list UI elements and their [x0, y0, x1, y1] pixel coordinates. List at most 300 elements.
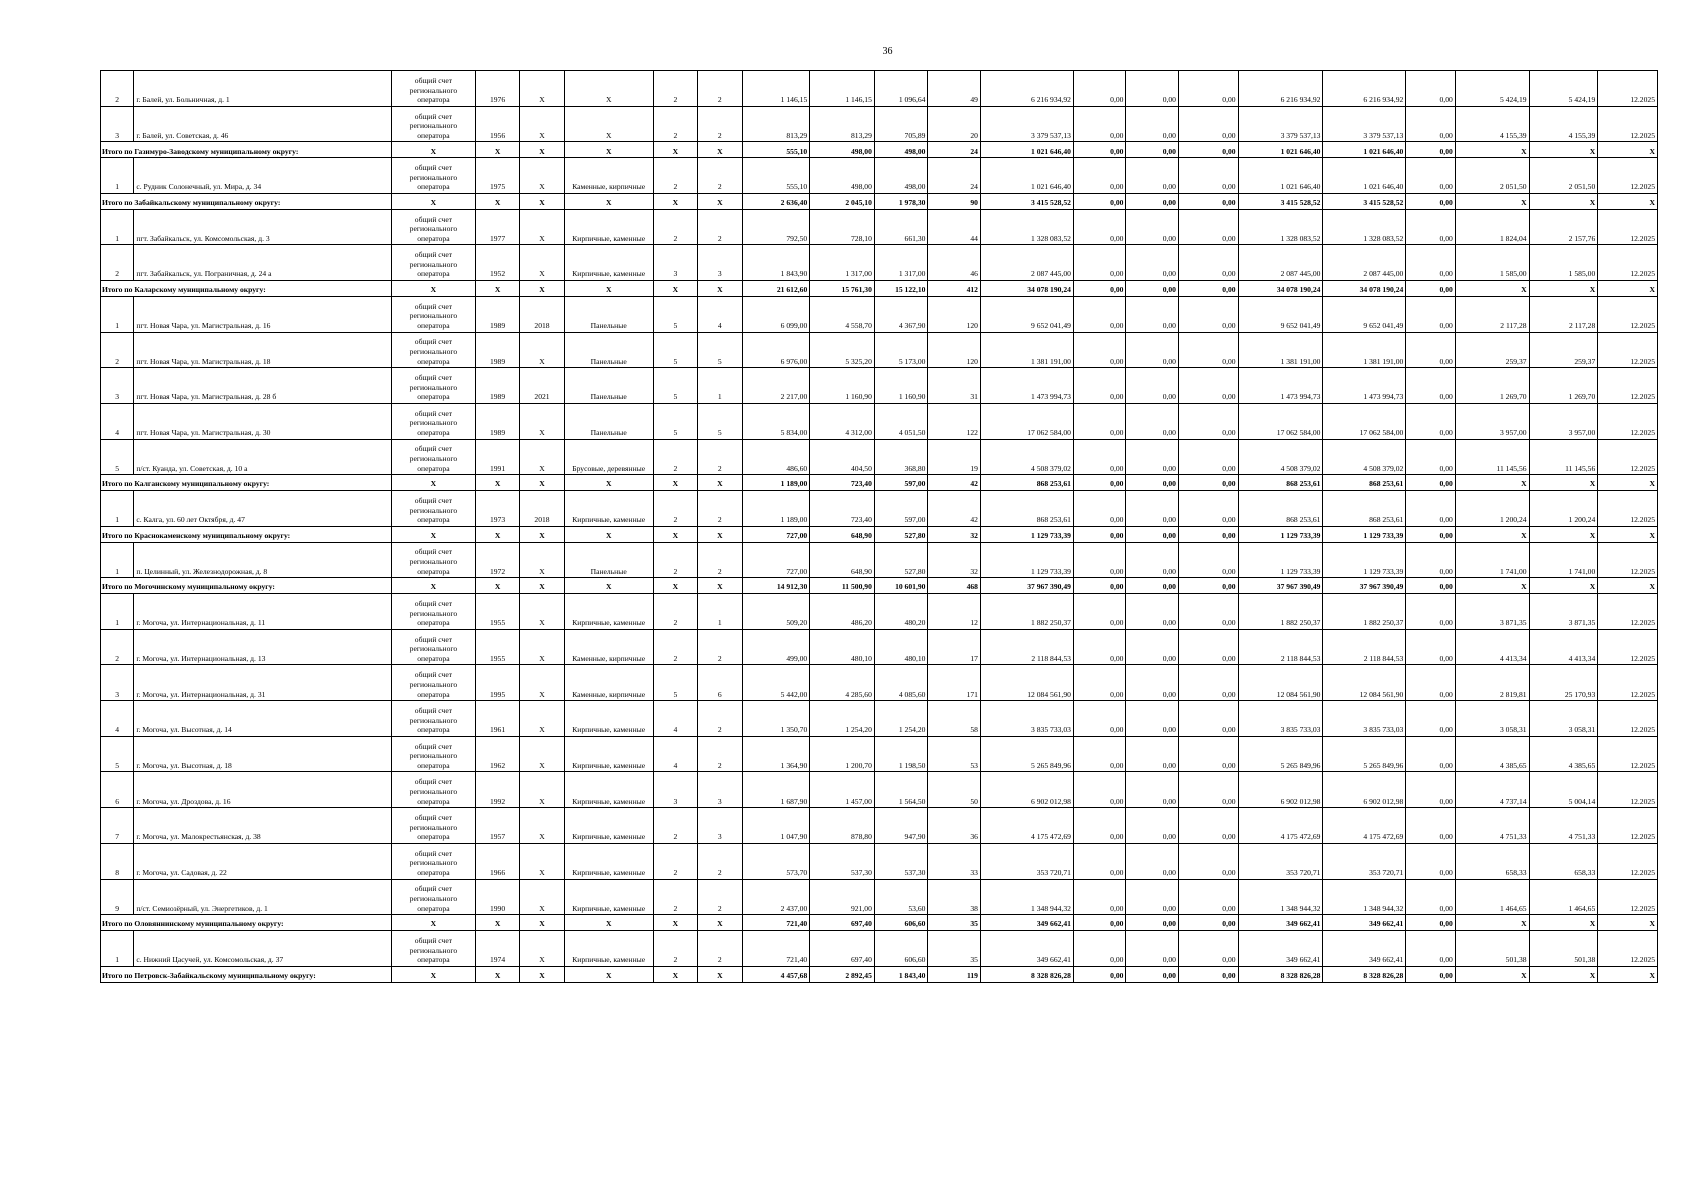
cell-number: 2 [101, 332, 134, 368]
cell-fed: 0,00 [1073, 701, 1126, 737]
cell-year: 1974 [475, 931, 519, 967]
cell-reg: 0,00 [1126, 526, 1179, 542]
cell-material: Кирпичные, каменные [564, 736, 653, 772]
cell-year: 1977 [475, 209, 519, 245]
cell-entr: 3 [698, 808, 742, 844]
cell-mun: 0,00 [1178, 245, 1238, 281]
table-row [101, 701, 1658, 737]
subtotal-row [101, 526, 1658, 542]
cell-max-cost: 2 157,76 [1529, 209, 1598, 245]
cell-year2: X [520, 193, 564, 209]
cell-max-cost: 2 051,50 [1529, 158, 1598, 194]
cell-cost-total: 1 381 191,00 [980, 332, 1073, 368]
table-row [101, 665, 1658, 701]
cell-fed: 0,00 [1073, 915, 1126, 931]
cell-max-cost: 658,33 [1529, 843, 1598, 879]
subtotal-row [101, 193, 1658, 209]
cell-material: X [564, 71, 653, 107]
cell-cost-total: 3 835 733,03 [980, 701, 1073, 737]
cell-area-res: 498,00 [874, 142, 928, 158]
cell-reg: 0,00 [1126, 142, 1179, 158]
cell-reg: 0,00 [1126, 106, 1179, 142]
cell-owners2: 1 328 083,52 [1323, 209, 1406, 245]
cell-owners: 1 021 646,40 [1238, 158, 1323, 194]
cell-area-living: 697,40 [810, 915, 875, 931]
cell-area-res: 597,00 [874, 491, 928, 527]
cell-year2: X [520, 281, 564, 297]
cell-area-total: 2 217,00 [742, 368, 810, 404]
cell-entr: X [698, 966, 742, 982]
cell-address: с. Калга, ул. 60 лет Октября, д. 47 [134, 491, 392, 527]
cell-year2: X [520, 106, 564, 142]
cell-deadline: 12.2025 [1598, 594, 1658, 630]
cell-cost-total: 3 415 528,52 [980, 193, 1073, 209]
cell-entr: 2 [698, 71, 742, 107]
cell-max-cost: 25 170,93 [1529, 665, 1598, 701]
cell-reg: 0,00 [1126, 209, 1179, 245]
subtotal-row [101, 578, 1658, 594]
cell-max-cost: 1 741,00 [1529, 542, 1598, 578]
cell-unit-cost: 1 824,04 [1455, 209, 1529, 245]
cell-year: 1952 [475, 245, 519, 281]
cell-floors: X [653, 193, 697, 209]
cell-material: X [564, 526, 653, 542]
cell-fund: общий счет регионального оператора [391, 209, 475, 245]
cell-owners: 9 652 041,49 [1238, 296, 1323, 332]
cell-other: 0,00 [1406, 629, 1456, 665]
cell-unit-cost: 4 751,33 [1455, 808, 1529, 844]
cell-area-total: 2 437,00 [742, 879, 810, 915]
cell-entr: 2 [698, 158, 742, 194]
cell-number: 1 [101, 594, 134, 630]
subtotal-label: Итого по Оловяннинскому муниципальному округу: [101, 915, 392, 931]
cell-max-cost: X [1529, 475, 1598, 491]
cell-area-living: 728,10 [810, 209, 875, 245]
cell-fed: 0,00 [1073, 439, 1126, 475]
cell-other: 0,00 [1406, 931, 1456, 967]
cell-owners2: 4 508 379,02 [1323, 439, 1406, 475]
cell-max-cost: 4 751,33 [1529, 808, 1598, 844]
cell-area-living: 1 457,00 [810, 772, 875, 808]
cell-fed: 0,00 [1073, 966, 1126, 982]
cell-owners: 1 473 994,73 [1238, 368, 1323, 404]
cell-area-res: 480,20 [874, 594, 928, 630]
cell-floors: X [653, 578, 697, 594]
cell-address: г. Могоча, ул. Интернациональная, д. 11 [134, 594, 392, 630]
cell-area-living: 5 325,20 [810, 332, 875, 368]
cell-reg: 0,00 [1126, 843, 1179, 879]
cell-fed: 0,00 [1073, 665, 1126, 701]
cell-owners2: 12 084 561,90 [1323, 665, 1406, 701]
cell-max-cost: 5 424,19 [1529, 71, 1598, 107]
cell-year2: X [520, 629, 564, 665]
cell-other: 0,00 [1406, 915, 1456, 931]
cell-address: пгт. Новая Чара, ул. Магистральная, д. 18 [134, 332, 392, 368]
cell-owners2: 8 328 826,28 [1323, 966, 1406, 982]
cell-other: 0,00 [1406, 158, 1456, 194]
cell-fund: общий счет регионального оператора [391, 542, 475, 578]
cell-unit-cost: 2 819,81 [1455, 665, 1529, 701]
cell-fund: общий счет регионального оператора [391, 629, 475, 665]
cell-max-cost: 259,37 [1529, 332, 1598, 368]
cell-floors: 2 [653, 542, 697, 578]
cell-other: 0,00 [1406, 578, 1456, 594]
cell-year2: X [520, 772, 564, 808]
cell-owners2: 1 021 646,40 [1323, 142, 1406, 158]
cell-mun: 0,00 [1178, 594, 1238, 630]
cell-area-total: 1 843,90 [742, 245, 810, 281]
cell-owners2: 2 118 844,53 [1323, 629, 1406, 665]
cell-address: г. Могоча, ул. Садовая, д. 22 [134, 843, 392, 879]
cell-unit-cost: X [1455, 281, 1529, 297]
cell-floors: 4 [653, 736, 697, 772]
cell-floors: 2 [653, 106, 697, 142]
cell-area-total: 6 099,00 [742, 296, 810, 332]
cell-owners: 1 348 944,32 [1238, 879, 1323, 915]
cell-people: 42 [928, 491, 981, 527]
cell-unit-cost: X [1455, 475, 1529, 491]
cell-year: X [475, 966, 519, 982]
cell-owners2: 6 216 934,92 [1323, 71, 1406, 107]
cell-floors: 4 [653, 701, 697, 737]
cell-material: Кирпичные, каменные [564, 701, 653, 737]
cell-area-total: 721,40 [742, 915, 810, 931]
cell-fed: 0,00 [1073, 158, 1126, 194]
cell-fund: общий счет регионального оператора [391, 245, 475, 281]
cell-area-total: 573,70 [742, 843, 810, 879]
cell-owners2: 5 265 849,96 [1323, 736, 1406, 772]
cell-year: 1972 [475, 542, 519, 578]
cell-people: 468 [928, 578, 981, 594]
cell-owners: 349 662,41 [1238, 915, 1323, 931]
cell-owners: 4 508 379,02 [1238, 439, 1323, 475]
cell-people: 17 [928, 629, 981, 665]
table-row [101, 594, 1658, 630]
cell-cost-total: 2 087 445,00 [980, 245, 1073, 281]
cell-year2: X [520, 209, 564, 245]
cell-deadline: 12.2025 [1598, 296, 1658, 332]
cell-other: 0,00 [1406, 879, 1456, 915]
cell-cost-total: 1 348 944,32 [980, 879, 1073, 915]
cell-area-res: 4 051,50 [874, 403, 928, 439]
subtotal-row [101, 915, 1658, 931]
cell-year2: X [520, 808, 564, 844]
cell-material: Кирпичные, каменные [564, 843, 653, 879]
cell-deadline: X [1598, 966, 1658, 982]
cell-entr: X [698, 142, 742, 158]
cell-reg: 0,00 [1126, 281, 1179, 297]
cell-owners: 2 118 844,53 [1238, 629, 1323, 665]
cell-reg: 0,00 [1126, 879, 1179, 915]
cell-other: 0,00 [1406, 193, 1456, 209]
cell-owners2: 868 253,61 [1323, 475, 1406, 491]
cell-max-cost: X [1529, 578, 1598, 594]
cell-floors: X [653, 526, 697, 542]
cell-deadline: 12.2025 [1598, 158, 1658, 194]
table-row [101, 843, 1658, 879]
cell-unit-cost: 1 464,65 [1455, 879, 1529, 915]
cell-fund: общий счет регионального оператора [391, 879, 475, 915]
cell-fed: 0,00 [1073, 808, 1126, 844]
cell-area-total: 1 687,90 [742, 772, 810, 808]
cell-area-total: 5 834,00 [742, 403, 810, 439]
cell-entr: 2 [698, 629, 742, 665]
cell-floors: 5 [653, 403, 697, 439]
table-row [101, 158, 1658, 194]
cell-area-total: 21 612,60 [742, 281, 810, 297]
cell-mun: 0,00 [1178, 701, 1238, 737]
cell-address: г. Могоча, ул. Интернациональная, д. 31 [134, 665, 392, 701]
cell-reg: 0,00 [1126, 931, 1179, 967]
cell-owners2: 3 835 733,03 [1323, 701, 1406, 737]
cell-other: 0,00 [1406, 594, 1456, 630]
cell-floors: X [653, 915, 697, 931]
cell-fed: 0,00 [1073, 475, 1126, 491]
cell-max-cost: 3 058,31 [1529, 701, 1598, 737]
cell-year2: X [520, 578, 564, 594]
cell-number: 1 [101, 296, 134, 332]
cell-entr: 5 [698, 403, 742, 439]
cell-year2: X [520, 665, 564, 701]
cell-cost-total: 1 328 083,52 [980, 209, 1073, 245]
cell-area-total: 792,50 [742, 209, 810, 245]
cell-people: 31 [928, 368, 981, 404]
cell-fed: 0,00 [1073, 843, 1126, 879]
cell-unit-cost: 259,37 [1455, 332, 1529, 368]
cell-address: г. Могоча, ул. Высотная, д. 18 [134, 736, 392, 772]
cell-cost-total: 5 265 849,96 [980, 736, 1073, 772]
cell-floors: 2 [653, 879, 697, 915]
cell-year2: X [520, 71, 564, 107]
cell-area-total: 2 636,40 [742, 193, 810, 209]
cell-area-total: 499,00 [742, 629, 810, 665]
cell-number: 2 [101, 629, 134, 665]
cell-unit-cost: 3 871,35 [1455, 594, 1529, 630]
cell-mun: 0,00 [1178, 193, 1238, 209]
cell-fund: общий счет регионального оператора [391, 772, 475, 808]
cell-people: 53 [928, 736, 981, 772]
cell-year2: X [520, 332, 564, 368]
cell-fund: общий счет регионального оператора [391, 158, 475, 194]
cell-material: Кирпичные, каменные [564, 931, 653, 967]
cell-unit-cost: 4 385,65 [1455, 736, 1529, 772]
cell-number: 2 [101, 71, 134, 107]
cell-year: 1962 [475, 736, 519, 772]
cell-other: 0,00 [1406, 142, 1456, 158]
cell-year2: X [520, 142, 564, 158]
cell-reg: 0,00 [1126, 736, 1179, 772]
cell-address: п/ст. Семиозёрный, ул. Энергетиков, д. 1 [134, 879, 392, 915]
cell-area-res: 705,89 [874, 106, 928, 142]
cell-area-res: 1 254,20 [874, 701, 928, 737]
cell-area-total: 727,00 [742, 542, 810, 578]
cell-fed: 0,00 [1073, 71, 1126, 107]
cell-material: Панельные [564, 403, 653, 439]
cell-people: 20 [928, 106, 981, 142]
cell-reg: 0,00 [1126, 594, 1179, 630]
cell-mun: 0,00 [1178, 966, 1238, 982]
cell-year2: X [520, 915, 564, 931]
cell-cost-total: 6 216 934,92 [980, 71, 1073, 107]
cell-deadline: 12.2025 [1598, 931, 1658, 967]
cell-owners2: 1 882 250,37 [1323, 594, 1406, 630]
cell-reg: 0,00 [1126, 491, 1179, 527]
cell-entr: 5 [698, 332, 742, 368]
cell-entr: X [698, 193, 742, 209]
cell-deadline: 12.2025 [1598, 209, 1658, 245]
cell-fed: 0,00 [1073, 332, 1126, 368]
cell-year2: X [520, 526, 564, 542]
cell-deadline: 12.2025 [1598, 808, 1658, 844]
cell-area-res: 1 317,00 [874, 245, 928, 281]
cell-people: 46 [928, 245, 981, 281]
cell-material: X [564, 475, 653, 491]
cell-mun: 0,00 [1178, 403, 1238, 439]
cell-max-cost: 3 957,00 [1529, 403, 1598, 439]
cell-area-living: 878,80 [810, 808, 875, 844]
cell-material: X [564, 142, 653, 158]
cell-people: 44 [928, 209, 981, 245]
cell-area-res: 4 367,90 [874, 296, 928, 332]
cell-cost-total: 8 328 826,28 [980, 966, 1073, 982]
cell-year: 1957 [475, 808, 519, 844]
cell-floors: 5 [653, 296, 697, 332]
cell-area-res: 527,80 [874, 542, 928, 578]
cell-entr: 3 [698, 772, 742, 808]
cell-number: 3 [101, 106, 134, 142]
cell-address: п/ст. Куанда, ул. Советская, д. 10 а [134, 439, 392, 475]
cell-other: 0,00 [1406, 772, 1456, 808]
cell-cost-total: 868 253,61 [980, 475, 1073, 491]
capital-repair-table [100, 70, 1658, 983]
cell-fed: 0,00 [1073, 245, 1126, 281]
cell-number: 1 [101, 491, 134, 527]
cell-deadline: 12.2025 [1598, 736, 1658, 772]
cell-reg: 0,00 [1126, 701, 1179, 737]
cell-fed: 0,00 [1073, 142, 1126, 158]
cell-floors: 2 [653, 931, 697, 967]
cell-deadline: 12.2025 [1598, 368, 1658, 404]
cell-cost-total: 12 084 561,90 [980, 665, 1073, 701]
cell-other: 0,00 [1406, 71, 1456, 107]
cell-area-living: 697,40 [810, 931, 875, 967]
cell-owners: 37 967 390,49 [1238, 578, 1323, 594]
cell-area-living: 498,00 [810, 142, 875, 158]
cell-year: 1961 [475, 701, 519, 737]
subtotal-label: Итого по Калганскому муниципальному округу: [101, 475, 392, 491]
cell-unit-cost: 3 957,00 [1455, 403, 1529, 439]
cell-people: 50 [928, 772, 981, 808]
cell-people: 36 [928, 808, 981, 844]
cell-area-living: 11 500,90 [810, 578, 875, 594]
cell-deadline: 12.2025 [1598, 772, 1658, 808]
cell-area-total: 14 912,30 [742, 578, 810, 594]
cell-material: Кирпичные, каменные [564, 879, 653, 915]
cell-area-res: 527,80 [874, 526, 928, 542]
subtotal-row [101, 475, 1658, 491]
cell-fund: X [391, 966, 475, 982]
cell-cost-total: 868 253,61 [980, 491, 1073, 527]
cell-year: X [475, 281, 519, 297]
cell-area-total: 1 350,70 [742, 701, 810, 737]
cell-deadline: 12.2025 [1598, 701, 1658, 737]
cell-material: Каменные, кирпичные [564, 629, 653, 665]
cell-material: Кирпичные, каменные [564, 808, 653, 844]
cell-unit-cost: X [1455, 966, 1529, 982]
cell-other: 0,00 [1406, 296, 1456, 332]
cell-fed: 0,00 [1073, 736, 1126, 772]
cell-reg: 0,00 [1126, 403, 1179, 439]
cell-other: 0,00 [1406, 665, 1456, 701]
cell-year2: X [520, 879, 564, 915]
cell-people: 19 [928, 439, 981, 475]
table-row [101, 629, 1658, 665]
cell-owners2: 1 129 733,39 [1323, 542, 1406, 578]
cell-area-total: 509,20 [742, 594, 810, 630]
cell-number: 1 [101, 158, 134, 194]
cell-owners2: 2 087 445,00 [1323, 245, 1406, 281]
cell-owners: 1 129 733,39 [1238, 526, 1323, 542]
cell-other: 0,00 [1406, 403, 1456, 439]
cell-number: 8 [101, 843, 134, 879]
cell-year: 1966 [475, 843, 519, 879]
cell-material: Каменные, кирпичные [564, 665, 653, 701]
cell-fund: общий счет регионального оператора [391, 332, 475, 368]
cell-entr: 2 [698, 701, 742, 737]
cell-area-total: 1 146,15 [742, 71, 810, 107]
cell-mun: 0,00 [1178, 332, 1238, 368]
cell-cost-total: 353 720,71 [980, 843, 1073, 879]
cell-max-cost: 11 145,56 [1529, 439, 1598, 475]
cell-people: 33 [928, 843, 981, 879]
table-row [101, 332, 1658, 368]
cell-area-res: 947,90 [874, 808, 928, 844]
cell-deadline: 12.2025 [1598, 665, 1658, 701]
cell-material: Каменные, кирпичные [564, 158, 653, 194]
cell-mun: 0,00 [1178, 296, 1238, 332]
cell-area-res: 606,60 [874, 915, 928, 931]
cell-area-total: 555,10 [742, 158, 810, 194]
table-row [101, 879, 1658, 915]
cell-entr: 2 [698, 843, 742, 879]
cell-area-living: 404,50 [810, 439, 875, 475]
cell-address: г. Могоча, ул. Дроздова, д. 16 [134, 772, 392, 808]
cell-other: 0,00 [1406, 843, 1456, 879]
cell-floors: X [653, 475, 697, 491]
cell-material: X [564, 106, 653, 142]
cell-other: 0,00 [1406, 332, 1456, 368]
cell-fed: 0,00 [1073, 296, 1126, 332]
cell-fund: общий счет регионального оператора [391, 701, 475, 737]
cell-owners: 1 381 191,00 [1238, 332, 1323, 368]
cell-address: г. Могоча, ул. Высотная, д. 14 [134, 701, 392, 737]
cell-other: 0,00 [1406, 439, 1456, 475]
cell-mun: 0,00 [1178, 665, 1238, 701]
cell-area-living: 1 317,00 [810, 245, 875, 281]
cell-material: Панельные [564, 542, 653, 578]
cell-people: 35 [928, 931, 981, 967]
cell-deadline: X [1598, 475, 1658, 491]
cell-floors: 2 [653, 209, 697, 245]
cell-area-living: 4 285,60 [810, 665, 875, 701]
cell-area-res: 4 085,60 [874, 665, 928, 701]
cell-deadline: X [1598, 281, 1658, 297]
cell-deadline: 12.2025 [1598, 491, 1658, 527]
cell-people: 49 [928, 71, 981, 107]
cell-fed: 0,00 [1073, 931, 1126, 967]
cell-address: с. Рудник Солонечный, ул. Мира, д. 34 [134, 158, 392, 194]
cell-owners: 6 216 934,92 [1238, 71, 1323, 107]
